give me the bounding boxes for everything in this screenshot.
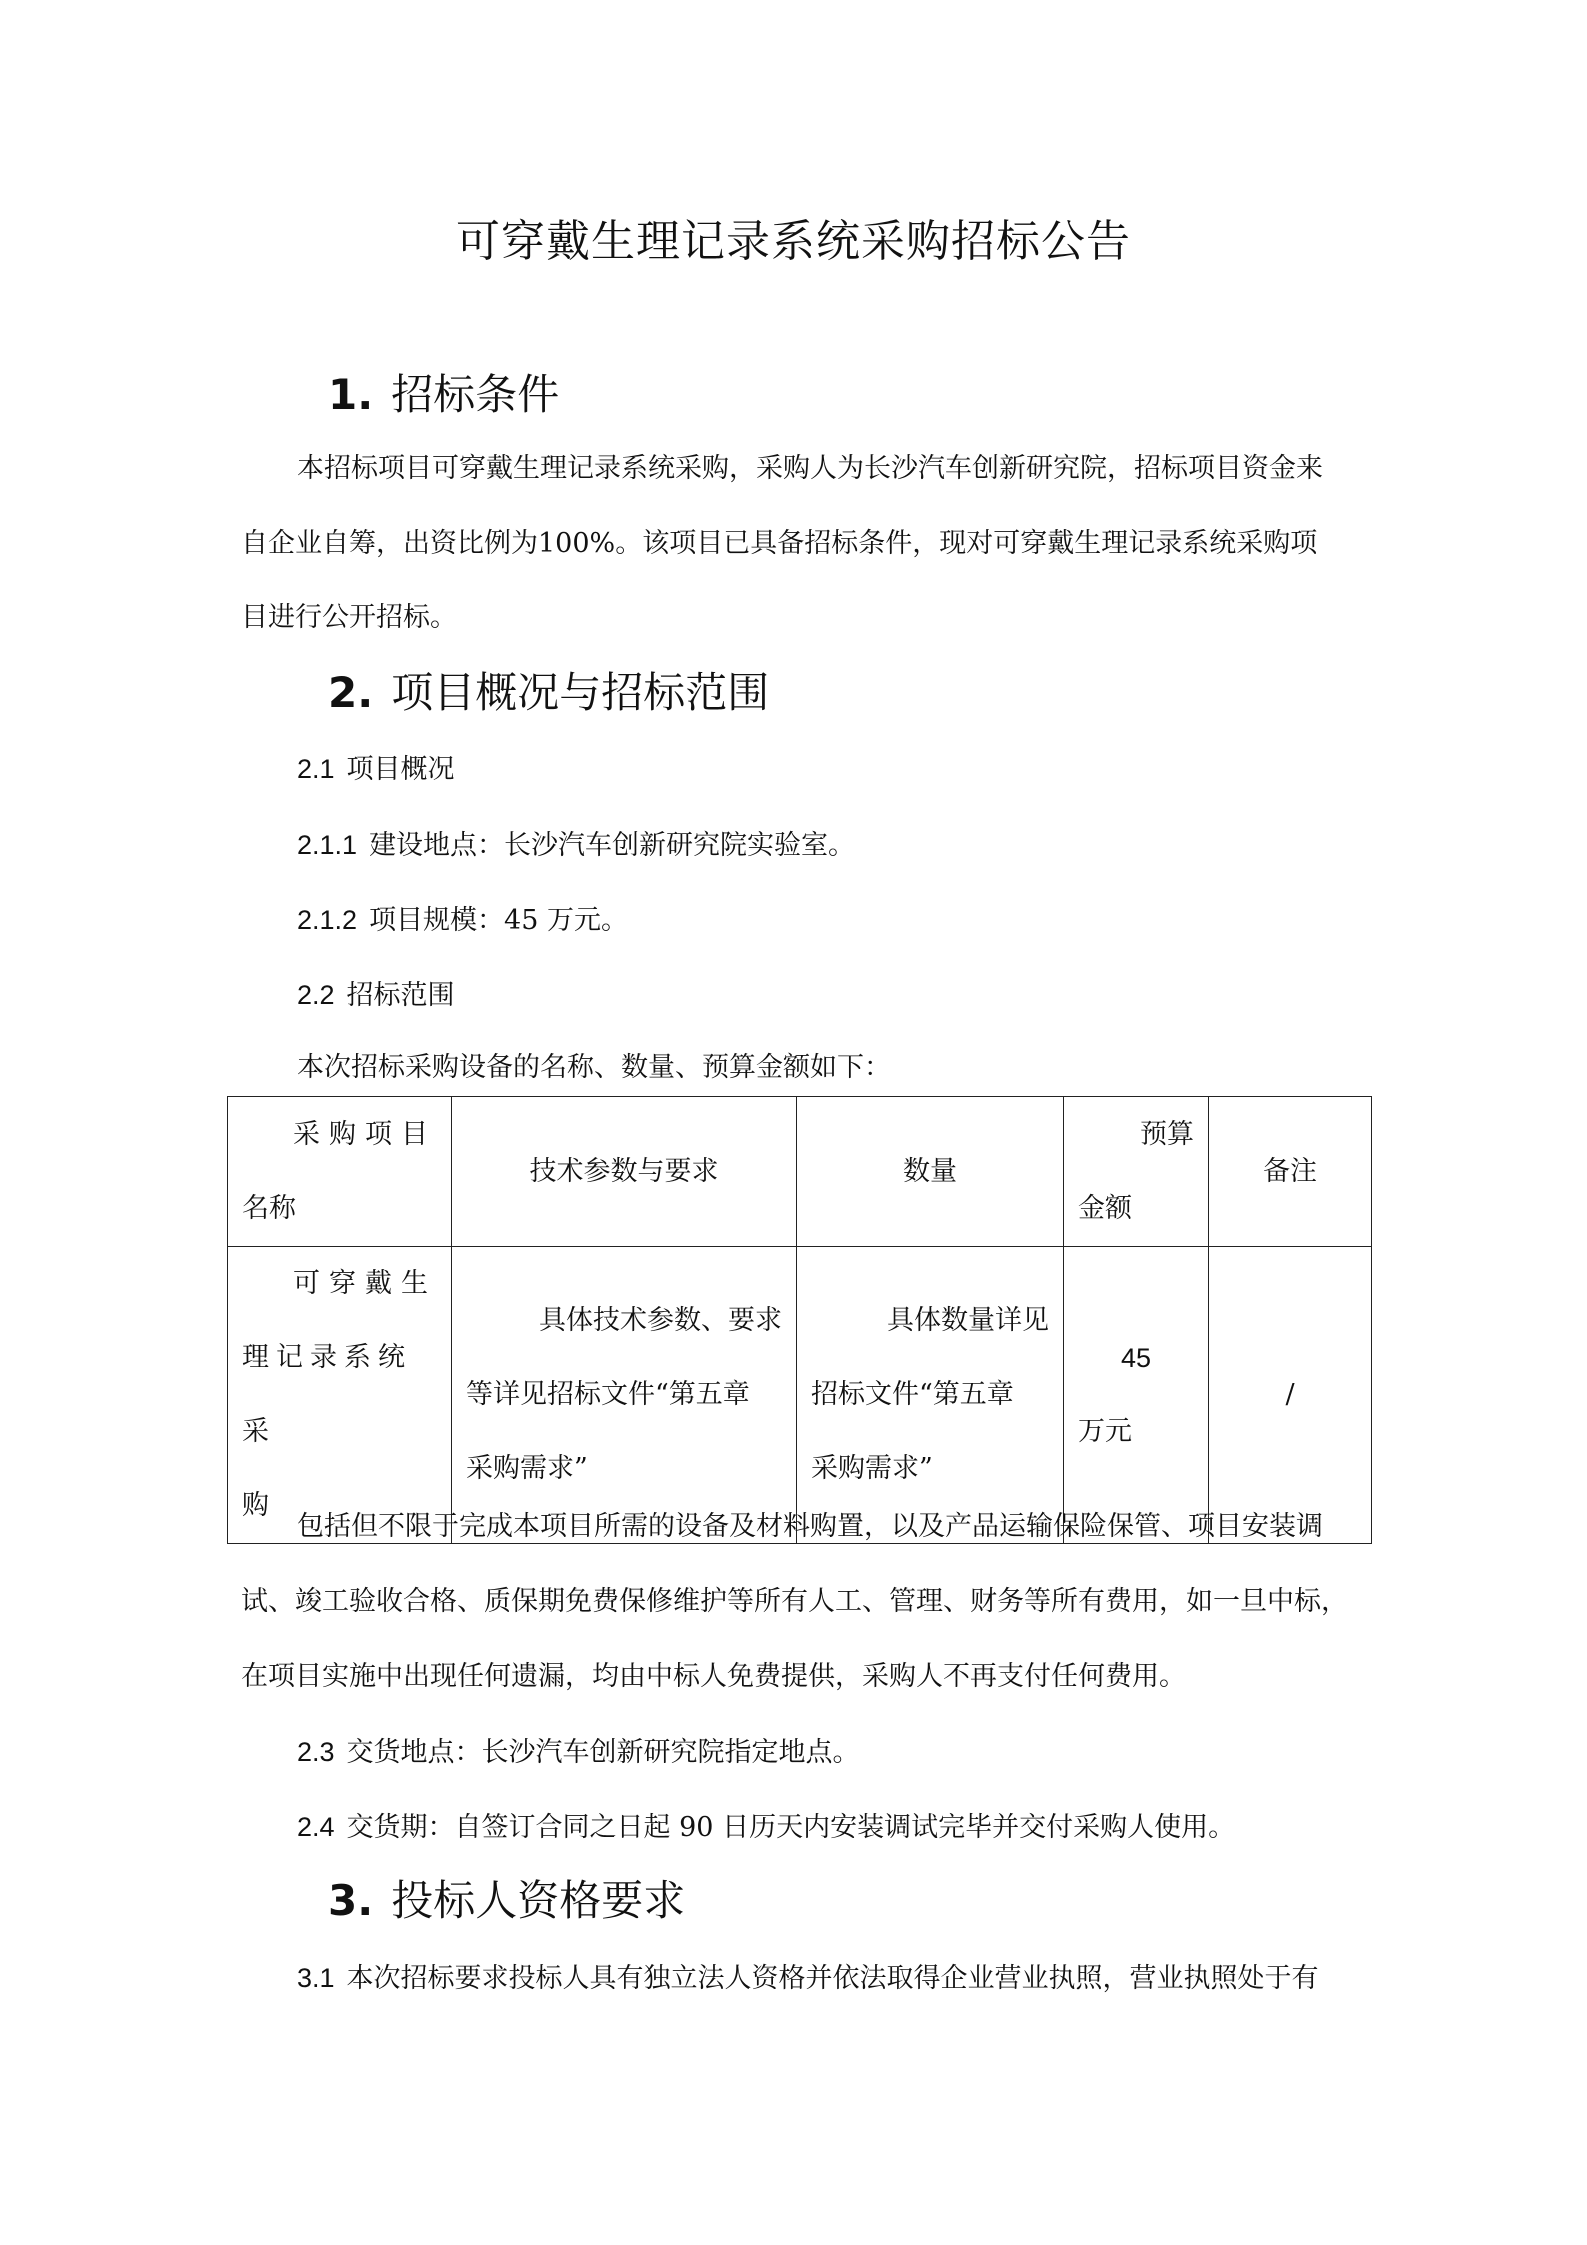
procurement-table: [227, 1096, 1372, 1544]
document-title: 可穿戴生理记录系统采购招标公告: [456, 216, 1131, 267]
item-text: 项目概况: [346, 754, 455, 785]
item-number: 2.1.1: [297, 830, 358, 860]
cell-remark: /: [1209, 1247, 1372, 1544]
header-budget: 预算 金额: [1064, 1097, 1209, 1247]
table-row: [228, 1247, 1372, 1544]
item-text: 交货地点：长沙汽车创新研究院指定地点。: [346, 1737, 860, 1768]
header-item-name: 采购项目 名称: [228, 1097, 452, 1247]
paragraph-line: 本招标项目可穿戴生理记录系统采购，采购人为长沙汽车创新研究院，招标项目资金来: [297, 453, 1323, 484]
cell-item-name: 可穿戴生 理记录系统采 购: [228, 1247, 452, 1544]
header-quantity: 数量: [797, 1097, 1064, 1247]
subsection-3-1: [297, 1963, 1319, 1994]
paragraph-line: 在项目实施中出现任何遗漏，均由中标人免费提供，采购人不再支付任何费用。: [241, 1661, 1186, 1692]
cell-quantity: 具体数量详见 招标文件“第五章 采购需求”: [797, 1247, 1064, 1544]
section-number: 3.: [328, 1876, 374, 1925]
section-heading-1: [328, 362, 559, 422]
subsection-2-1-1: [297, 830, 855, 861]
cell-spec: 具体技术参数、要求 等详见招标文件“第五章 采购需求”: [452, 1247, 797, 1544]
paragraph-line: 包括但不限于完成本项目所需的设备及材料购置，以及产品运输保险保管、项目安装调: [297, 1511, 1323, 1542]
paragraph-line: 目进行公开招标。: [241, 602, 457, 633]
section-number: 2.: [328, 668, 374, 717]
item-number: 2.3: [297, 1737, 335, 1767]
section-heading-3: [328, 1868, 685, 1928]
item-text: 建设地点：长沙汽车创新研究院实验室。: [369, 830, 856, 861]
item-number: 3.1: [297, 1963, 335, 1993]
section-title: 项目概况与招标范围: [391, 668, 770, 717]
item-text: 招标范围: [346, 980, 455, 1011]
item-text: 项目规模：45 万元。: [369, 905, 629, 936]
subsection-2-3: [297, 1737, 860, 1768]
subsection-2-2: [297, 980, 455, 1011]
item-number: 2.1: [297, 754, 335, 784]
section-title: 投标人资格要求: [391, 1876, 686, 1925]
cell-budget: 45 万元: [1064, 1247, 1209, 1544]
table-intro: 本次招标采购设备的名称、数量、预算金额如下：: [297, 1052, 891, 1083]
paragraph-line: 试、竣工验收合格、质保期免费保修维护等所有人工、管理、财务等所有费用，如一旦中标，: [241, 1586, 1348, 1617]
item-text: 本次招标要求投标人具有独立法人资格并依法取得企业营业执照，营业执照处于有: [346, 1963, 1319, 1994]
item-number: 2.2: [297, 980, 335, 1010]
item-text: 交货期：自签订合同之日起 90 日历天内安装调试完毕并交付采购人使用。: [346, 1812, 1236, 1843]
paragraph-line: 自企业自筹，出资比例为100%。该项目已具备招标条件，现对可穿戴生理记录系统采购项: [241, 528, 1318, 559]
section-heading-2: [328, 660, 769, 720]
section-number: 1.: [328, 370, 374, 419]
subsection-2-4: [297, 1812, 1235, 1843]
subsection-2-1: [297, 754, 455, 785]
item-number: 2.1.2: [297, 905, 358, 935]
header-spec: 技术参数与要求: [452, 1097, 797, 1247]
header-remark: 备注: [1209, 1097, 1372, 1247]
section-title: 招标条件: [391, 370, 560, 419]
subsection-2-1-2: [297, 905, 628, 936]
item-number: 2.4: [297, 1812, 335, 1842]
table-header-row: [228, 1097, 1372, 1247]
